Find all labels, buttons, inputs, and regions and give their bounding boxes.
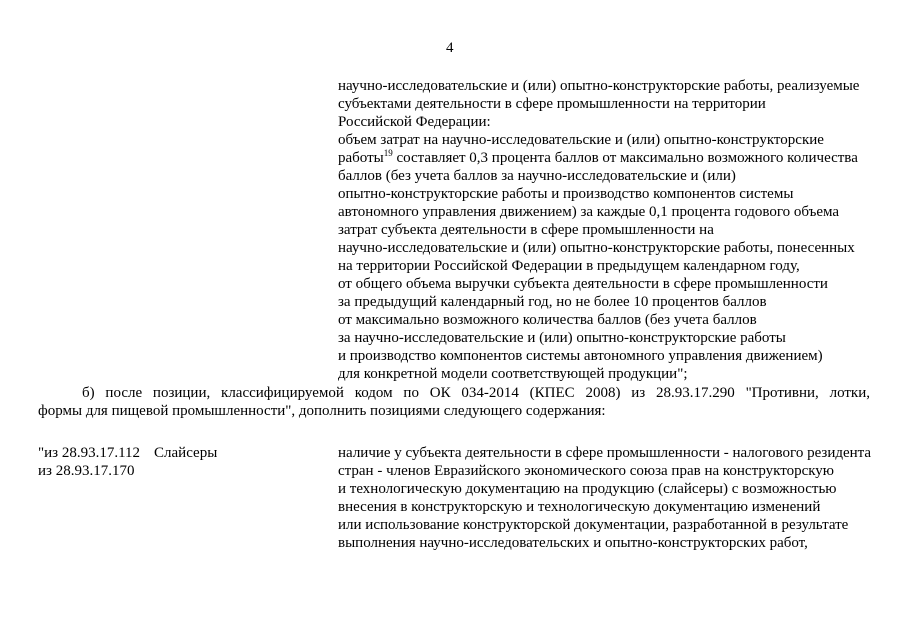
product-code: из 28.93.17.170 [38,463,135,479]
text-line: стран - членов Евразийского экономического союза прав на конструкторскую [338,463,835,479]
text-line: от максимально возможного количества баллов (без учета баллов [338,312,757,328]
text-line-with-footnote [338,149,883,167]
text-line: на территории Российской Федерации в предыдущем календарном году, [338,258,800,274]
paragraph-line: б) после позиции, классифицируемой кодом по ОК 034-2014 (КПЕС 2008) из 28.93.17.290 "Противни, лотки, [82,385,870,401]
text-line: за научно-исследовательские и (или) опытно-конструкторские работы [338,330,786,346]
position-codes [38,444,298,480]
text-line: научно-исследовательские и (или) опытно-конструкторские работы, понесенных [338,240,855,256]
text-line: выполнения научно-исследовательских и опытно-конструкторских работ, [338,535,808,551]
text-line: от общего объема выручки субъекта деятельности в сфере промышленности [338,276,828,292]
page-number: 4 [446,40,454,56]
criteria-text-block [338,77,883,383]
text-line: за предыдущий календарный год, но не более 10 процентов баллов [338,294,767,310]
text-line: субъектами деятельности в сфере промышленности на территории [338,96,766,112]
text-line: автономного управления движением) за каждые 0,1 процента годового объема [338,204,840,220]
text-line: объем затрат на научно-исследовательские и (или) опытно-конструкторские [338,132,824,148]
text-line: затрат субъекта деятельности в сфере промышленности на [338,222,714,238]
footnote-ref: 19 [383,148,393,158]
text-line: и производство компонентов системы автономного управления движением) [338,348,823,364]
text-fragment: работы [338,150,384,166]
text-line: наличие у субъекта деятельности в сфере промышленности - налогового резидента [338,445,872,461]
text-line: опытно-конструкторские работы и производство компонентов системы [338,186,794,202]
product-name: Слайсеры [154,445,218,461]
code-line [38,444,298,462]
text-line: внесения в конструкторскую и технологическую документацию изменений [338,499,821,515]
text-line: для конкретной модели соответствующей продукции"; [338,366,688,382]
paragraph-line: формы для пищевой промышленности", дополнить позициями следующего содержания: [38,403,606,419]
amendment-paragraph-b [38,384,870,420]
text-line: или использование конструкторской документации, разработанной в результате [338,517,849,533]
product-code: "из 28.93.17.112 [38,445,141,461]
text-line: научно-исследовательские и (или) опытно-конструкторские работы, реализуемые [338,78,860,94]
text-line: и технологическую документацию на продукцию (слайсеры) с возможностью [338,481,837,497]
text-line: баллов (без учета баллов за научно-исследовательские и (или) [338,168,736,184]
text-fragment: составляет 0,3 процента баллов от максимально возможного количества [396,150,858,166]
text-line: Российской Федерации: [338,114,491,130]
position-requirements [338,444,883,552]
